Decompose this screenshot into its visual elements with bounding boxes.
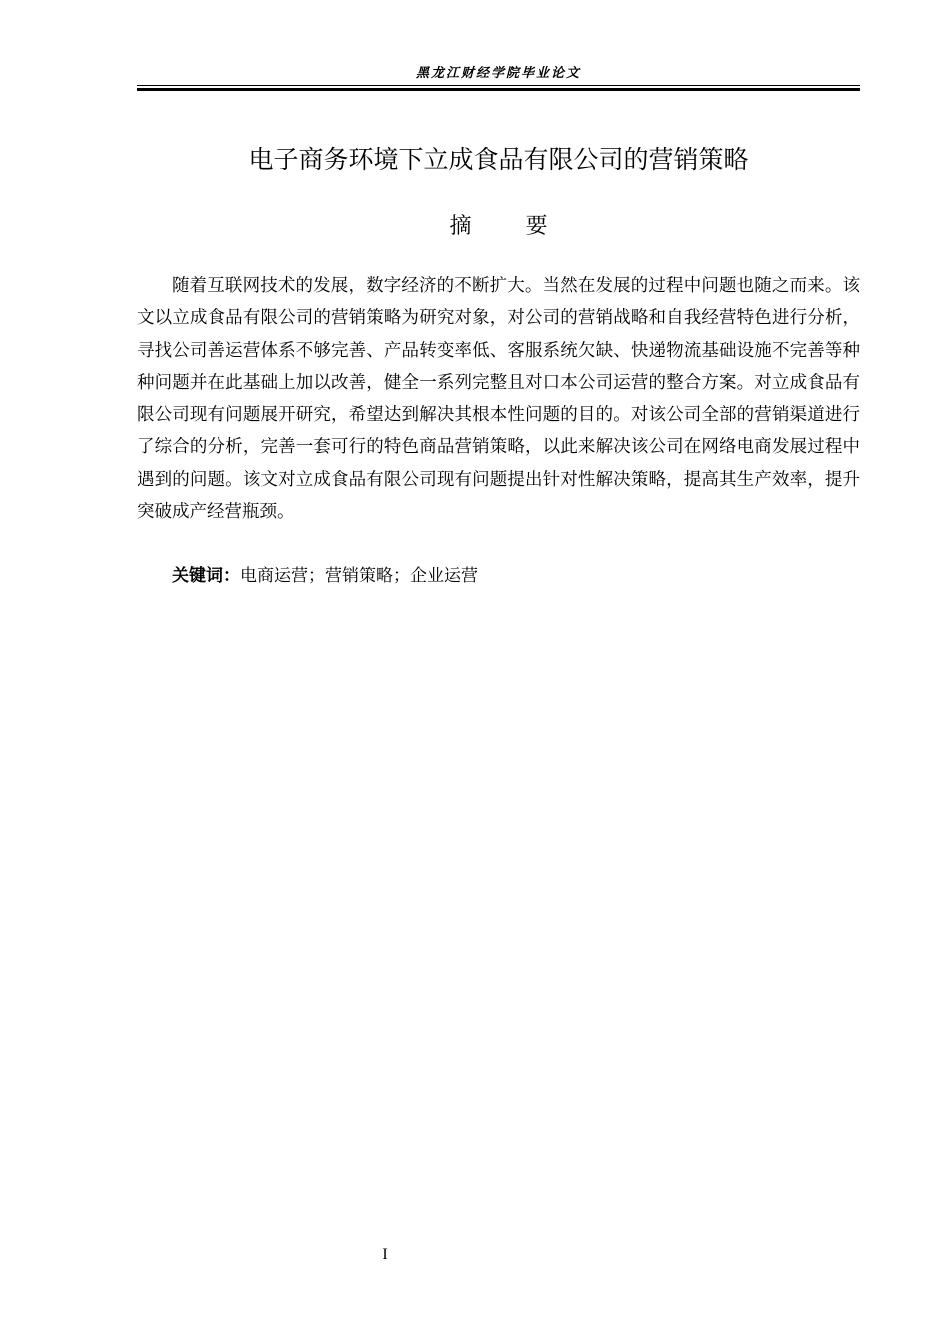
keywords-line	[172, 562, 478, 590]
header-rule-thick	[137, 88, 860, 91]
keywords-value: 电商运营；营销策略；企业运营	[240, 566, 478, 586]
abstract-body: 随着互联网技术的发展，数字经济的不断扩大。当然在发展的过程中问题也随之而来。该文以立成食品有限公司的营销策略为研究对象，对公司的营销战略和自我经营特色进行分析，寻找公司善运营体系不够完善、产品转变率低、客服系统欠缺、快递物流基础设施不完善等种种问题并在此基础上加以改善，健全一系列完整且对口本公司运营的整合方案。对立成食品有限公司现有问题展开研究，希望达到解决其根本性问题的目的。对该公司全部的营销渠道进行了综合的分析，完善一套可行的特色商品营销策略，以此来解决该公司在网络电商发展过程中遇到的问题。该文对立成食品有限公司现有问题提出针对性解决策略，提高其生产效率，提升突破成产经营瓶颈。	[137, 276, 860, 523]
abstract-heading: 摘要	[449, 214, 602, 239]
paper-title: 电子商务环境下立成食品有限公司的营销策略	[248, 145, 749, 174]
header-institution-text: 黑龙江财经学院毕业论文	[415, 66, 581, 81]
keywords-label: 关键词：	[172, 566, 240, 586]
page-number: I	[382, 1246, 388, 1263]
header-rule-thin	[137, 85, 860, 86]
